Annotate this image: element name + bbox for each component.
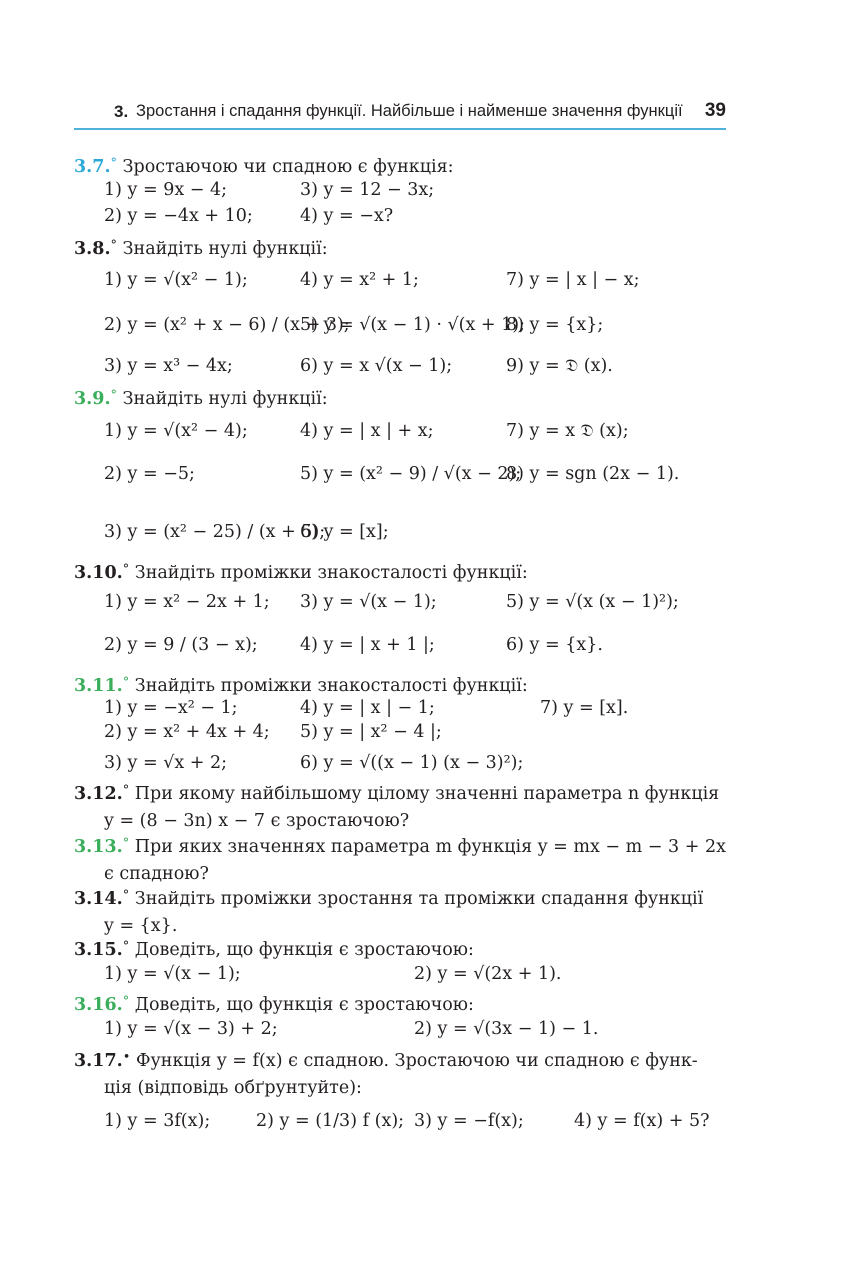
problem-item: 2) y = 9 / (3 − x); xyxy=(104,635,258,655)
difficulty-mark: ° xyxy=(122,939,130,954)
problem-text: Знайдіть проміжки знакосталості функції: xyxy=(134,563,528,583)
problem-item: 8) y = sgn (2x − 1). xyxy=(506,464,680,484)
problem-item: 5) y = | x² − 4 |; xyxy=(300,722,442,742)
problem-item: 3) y = −f(x); xyxy=(414,1111,524,1131)
problem-3-9 xyxy=(74,383,328,409)
problem-item: 4) y = | x | − 1; xyxy=(300,698,435,718)
problem-item: 1) y = −x² − 1; xyxy=(104,698,238,718)
problem-3-15 xyxy=(74,934,474,960)
section-title: Зростання і спадання функції. Найбільше і найменше значення функції xyxy=(136,102,683,120)
problem-item: 7) y = | x | − x; xyxy=(506,270,640,290)
problem-text: Знайдіть нулі функції: xyxy=(122,389,328,409)
problem-text: Доведіть, що функція є зростаючою: xyxy=(134,940,474,960)
problem-label: 3.12. xyxy=(74,784,123,804)
problem-3-11 xyxy=(74,670,528,696)
problem-item: 3) y = (x² − 25) / (x + 5); xyxy=(104,522,326,542)
problem-item: 1) y = x² − 2x + 1; xyxy=(104,592,270,612)
problem-item: 7) y = x 𝔇 (x); xyxy=(506,421,629,441)
problem-label: 3.8. xyxy=(74,239,111,259)
problem-item: 1) y = 9x − 4; xyxy=(104,180,228,200)
problem-item: 3) y = x³ − 4x; xyxy=(104,356,233,376)
problem-item: 2) y = −4x + 10; xyxy=(104,206,253,226)
problem-text: Функція y = f(x) є спадною. Зростаючою чи спадною є функ- xyxy=(135,1051,698,1071)
problem-text: є спадною? xyxy=(104,864,209,884)
problem-3-13 xyxy=(74,830,726,888)
problem-label: 3.17. xyxy=(74,1051,123,1071)
problem-label: 3.11. xyxy=(74,676,123,696)
problem-label: 3.16. xyxy=(74,995,123,1015)
problem-3-12 xyxy=(74,777,726,835)
problem-item: 3) y = 12 − 3x; xyxy=(300,180,435,200)
difficulty-mark: • xyxy=(122,1050,131,1065)
problem-text: При якому найбільшому цілому значенні параметра n функція xyxy=(134,784,720,804)
problem-text: Знайдіть нулі функції: xyxy=(122,239,328,259)
problem-item: 5) y = √(x (x − 1)²); xyxy=(506,592,679,612)
problem-item: 1) y = √(x² − 1); xyxy=(104,270,248,290)
problem-text: Зростаючою чи спадною є функція: xyxy=(122,157,454,177)
problem-item: 6) y = √((x − 1) (x − 3)²); xyxy=(300,753,524,773)
difficulty-mark: ° xyxy=(122,994,130,1009)
problem-item: 6) y = [x]; xyxy=(300,522,389,542)
problem-item: 6) y = {x}. xyxy=(506,635,603,655)
difficulty-mark: ° xyxy=(122,783,130,798)
problem-label: 3.7. xyxy=(74,157,111,177)
problem-item: 2) y = √(3x − 1) − 1. xyxy=(414,1019,599,1039)
section-number: 3. xyxy=(114,102,129,121)
problem-label: 3.14. xyxy=(74,889,123,909)
problem-3-17 xyxy=(74,1044,726,1102)
problem-text: ція (відповідь обґрунтуйте): xyxy=(104,1078,362,1098)
difficulty-mark: ° xyxy=(110,156,118,171)
problem-item: 2) y = (x² + x − 6) / (x + 3); xyxy=(104,315,350,335)
difficulty-mark: ° xyxy=(110,238,118,253)
problem-item: 8) y = {x}; xyxy=(506,315,604,335)
problem-3-8 xyxy=(74,233,328,259)
problem-item: 1) y = 3f(x); xyxy=(104,1111,211,1131)
problem-label: 3.15. xyxy=(74,940,123,960)
problem-label: 3.13. xyxy=(74,837,123,857)
problem-text: y = {x}. xyxy=(104,916,178,936)
problem-item: 4) y = f(x) + 5? xyxy=(574,1111,710,1131)
problem-item: 3) y = √(x − 1); xyxy=(300,592,437,612)
problem-item: 2) y = −5; xyxy=(104,464,195,484)
problem-text: При яких значеннях параметра m функція y = mx − m − 3 + 2x xyxy=(134,837,726,857)
difficulty-mark: ° xyxy=(110,388,118,403)
problem-item: 9) y = 𝔇 (x). xyxy=(506,356,613,376)
problem-text: y = (8 − 3n) x − 7 є зростаючою? xyxy=(104,811,410,831)
problem-item: 5) y = (x² − 9) / √(x − 2); xyxy=(300,464,522,484)
problem-3-10 xyxy=(74,557,528,583)
difficulty-mark: ° xyxy=(122,675,130,690)
problem-item: 2) y = √(2x + 1). xyxy=(414,964,562,984)
problem-item: 1) y = √(x² − 4); xyxy=(104,421,248,441)
problem-item: 1) y = √(x − 3) + 2; xyxy=(104,1019,278,1039)
difficulty-mark: ° xyxy=(122,888,130,903)
problem-3-16 xyxy=(74,989,474,1015)
problem-text: Знайдіть проміжки зростання та проміжки спадання функції xyxy=(134,889,704,909)
problem-item: 3) y = √x + 2; xyxy=(104,753,228,773)
problem-item: 7) y = [x]. xyxy=(540,698,629,718)
problem-item: 4) y = | x | + x; xyxy=(300,421,434,441)
problem-item: 6) y = x √(x − 1); xyxy=(300,356,453,376)
problem-item: 4) y = | x + 1 |; xyxy=(300,635,435,655)
problem-text: Доведіть, що функція є зростаючою: xyxy=(134,995,474,1015)
problem-text: Знайдіть проміжки знакосталості функції: xyxy=(134,676,528,696)
problem-label: 3.9. xyxy=(74,389,111,409)
problem-label: 3.10. xyxy=(74,563,123,583)
problem-3-7 xyxy=(74,151,454,177)
page-header xyxy=(74,98,726,130)
difficulty-mark: ° xyxy=(122,836,130,851)
problem-3-14 xyxy=(74,882,726,940)
difficulty-mark: ° xyxy=(122,562,130,577)
problem-item: 4) y = x² + 1; xyxy=(300,270,419,290)
problem-item: 4) y = −x? xyxy=(300,206,394,226)
problem-item: 5) y = √(x − 1) · √(x + 1); xyxy=(300,315,525,335)
page-number: 39 xyxy=(704,100,726,121)
problem-item: 2) y = x² + 4x + 4; xyxy=(104,722,270,742)
problem-item: 2) y = (1/3) f (x); xyxy=(256,1111,405,1131)
problem-item: 1) y = √(x − 1); xyxy=(104,964,241,984)
